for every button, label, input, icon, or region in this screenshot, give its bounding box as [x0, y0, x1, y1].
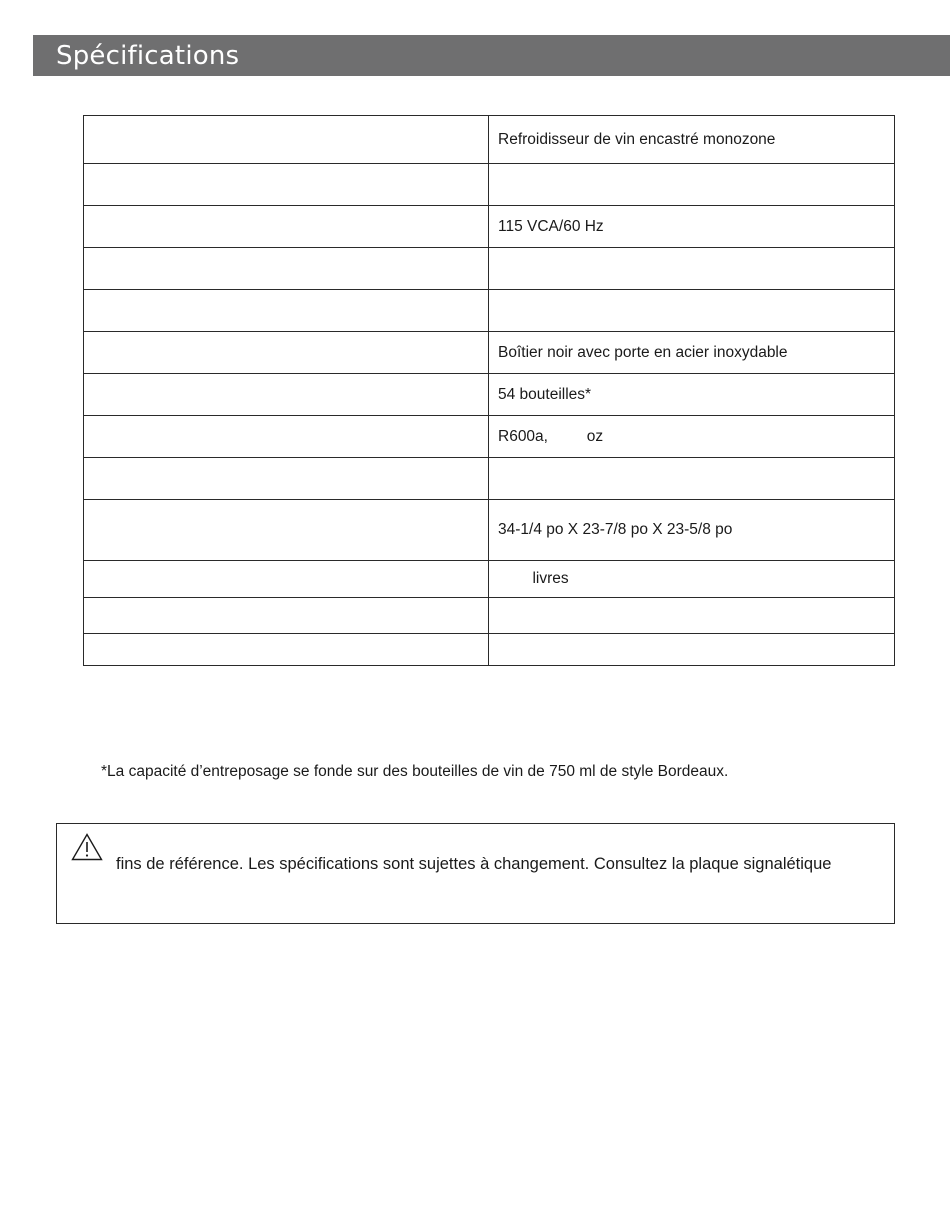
specifications-table — [83, 115, 895, 666]
spec-row — [84, 458, 895, 500]
spec-value: Refroidisseur de vin encastré monozone — [489, 116, 895, 164]
spec-label — [84, 416, 489, 458]
spec-row — [84, 416, 895, 458]
section-title: Spécifications — [56, 41, 240, 71]
spec-row — [84, 332, 895, 374]
spec-value — [489, 164, 895, 206]
notice-text: fins de référence. Les spécifications sont sujettes à changement. Consultez la plaque signalétique — [116, 855, 832, 873]
spec-label — [84, 458, 489, 500]
warning-triangle-icon — [71, 833, 103, 861]
spec-row — [84, 634, 895, 666]
spec-label — [84, 332, 489, 374]
section-header-bar — [33, 35, 950, 76]
spec-row — [84, 290, 895, 332]
spec-value: 54 bouteilles* — [489, 374, 895, 416]
spec-value — [489, 598, 895, 634]
spec-row — [84, 116, 895, 164]
spec-row — [84, 561, 895, 598]
spec-value — [489, 248, 895, 290]
spec-label — [84, 374, 489, 416]
spec-label — [84, 116, 489, 164]
spec-label — [84, 561, 489, 598]
spec-label — [84, 634, 489, 666]
spec-value: R600a, oz — [489, 416, 895, 458]
spec-value: livres — [489, 561, 895, 598]
spec-value — [489, 290, 895, 332]
spec-row — [84, 598, 895, 634]
spec-row — [84, 248, 895, 290]
spec-value: Boîtier noir avec porte en acier inoxydable — [489, 332, 895, 374]
spec-value: 115 VCA/60 Hz — [489, 206, 895, 248]
spec-row — [84, 164, 895, 206]
spec-value — [489, 458, 895, 500]
spec-row — [84, 500, 895, 561]
spec-label — [84, 500, 489, 561]
spec-label — [84, 248, 489, 290]
spec-value: 34-1/4 po X 23-7/8 po X 23-5/8 po — [489, 500, 895, 561]
notice-box — [56, 823, 895, 924]
spec-label — [84, 164, 489, 206]
spec-value — [489, 634, 895, 666]
spec-row — [84, 206, 895, 248]
spec-label — [84, 598, 489, 634]
spec-row — [84, 374, 895, 416]
capacity-footnote: *La capacité d’entreposage se fonde sur des bouteilles de vin de 750 ml de style Bordeaux. — [101, 763, 729, 780]
spec-label — [84, 290, 489, 332]
spec-label — [84, 206, 489, 248]
